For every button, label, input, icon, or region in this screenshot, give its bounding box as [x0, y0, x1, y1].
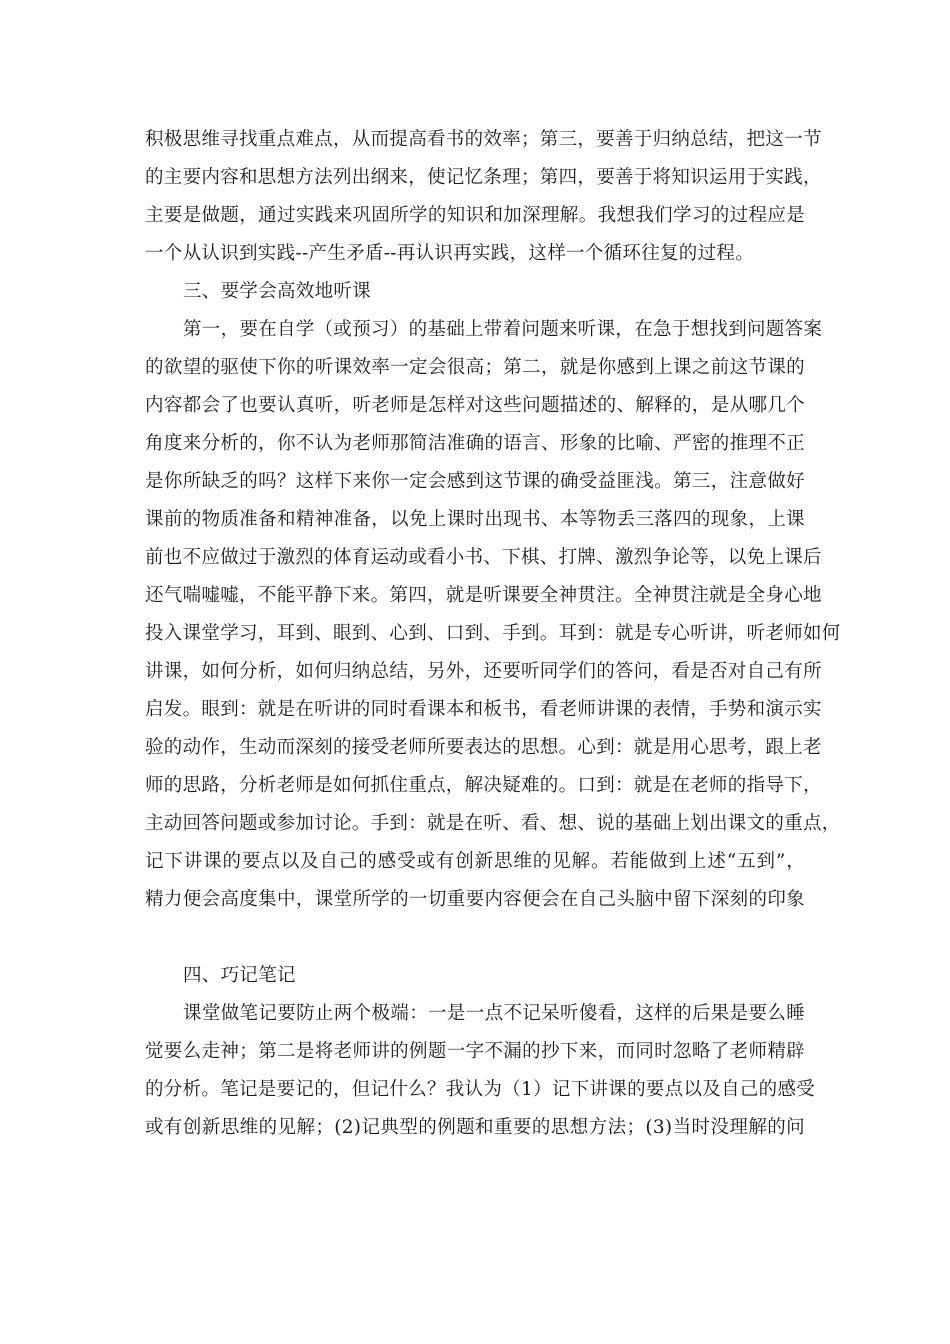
paragraph-line: 启发。眼到：就是在听讲的同时看课本和板书，看老师讲课的表情，手势和演示实 — [145, 699, 822, 720]
section-heading: 四、巧记笔记 — [183, 965, 296, 986]
paragraph-line: 积极思维寻找重点难点，从而提高看书的效率；第三，要善于归纳总结，把这一节 — [145, 129, 822, 150]
paragraph-line: 课前的物质准备和精神准备，以免上课时出现书、本等物丢三落四的现象，上课 — [145, 509, 805, 530]
paragraph-line: 的分析。笔记是要记的，但记什么？我认为（1）记下讲课的要点以及自己的感受 — [145, 1079, 816, 1100]
paragraph-line: 验的动作，生动而深刻的接受老师所要表达的思想。心到：就是用心思考，跟上老 — [145, 737, 822, 758]
paragraph-line: 的欲望的驱使下你的听课效率一定会很高；第二，就是你感到上课之前这节课的 — [145, 357, 805, 378]
paragraph-line: 讲课，如何分析，如何归纳总结，另外，还要听同学们的答问，看是否对自己有所 — [145, 661, 822, 682]
paragraph-line: 一个从认识到实践--产生矛盾--再认识再实践，这样一个循环往复的过程。 — [145, 243, 755, 264]
paragraph-line: 或有创新思维的见解；(2)记典型的例题和重要的思想方法；(3)当时没理解的问 — [145, 1117, 805, 1138]
paragraph-line: 角度来分析的，你不认为老师那简洁准确的语言、形象的比喻、严密的推理不正 — [145, 433, 805, 454]
paragraph-line: 的主要内容和思想方法列出纲来，使记忆条理；第四，要善于将知识运用于实践， — [145, 167, 822, 188]
paragraph-line: 觉要么走神；第二是将老师讲的例题一字不漏的抄下来，而同时忽略了老师精辟 — [145, 1041, 805, 1062]
paragraph-line: 是你所缺乏的吗？这样下来你一定会感到这节课的确受益匪浅。第三，注意做好 — [145, 471, 805, 492]
paragraph-line: 主要是做题，通过实践来巩固所学的知识和加深理解。我想我们学习的过程应是 — [145, 205, 805, 226]
paragraph-line: 师的思路，分析老师是如何抓住重点，解决疑难的。口到：就是在老师的指导下， — [145, 775, 822, 796]
paragraph-line: 记下讲课的要点以及自己的感受或有创新思维的见解。若能做到上述“五到”， — [145, 851, 805, 872]
paragraph-line: 精力便会高度集中，课堂所学的一切重要内容便会在自己头脑中留下深刻的印象 — [145, 889, 805, 910]
paragraph-line: 内容都会了也要认真听，听老师是怎样对这些问题描述的、解释的，是从哪几个 — [145, 395, 805, 416]
paragraph-line: 还气喘嘘嘘，不能平静下来。第四，就是听课要全神贯注。全神贯注就是全身心地 — [145, 585, 822, 606]
paragraph-line: 前也不应做过于激烈的体育运动或看小书、下棋、打牌、激烈争论等，以免上课后 — [145, 547, 822, 568]
section-heading: 三、要学会高效地听课 — [183, 281, 372, 302]
paragraph-line: 第一，要在自学（或预习）的基础上带着问题来听课，在急于想找到问题答案 — [183, 319, 823, 340]
paragraph-line: 主动回答问题或参加讨论。手到：就是在听、看、想、说的基础上划出课文的重点， — [145, 813, 841, 834]
paragraph-line: 投入课堂学习，耳到、眼到、心到、口到、手到。耳到：就是专心听讲，听老师如何 — [145, 623, 841, 644]
paragraph-line: 课堂做笔记要防止两个极端：一是一点不记呆听傻看，这样的后果是要么睡 — [183, 1003, 805, 1024]
